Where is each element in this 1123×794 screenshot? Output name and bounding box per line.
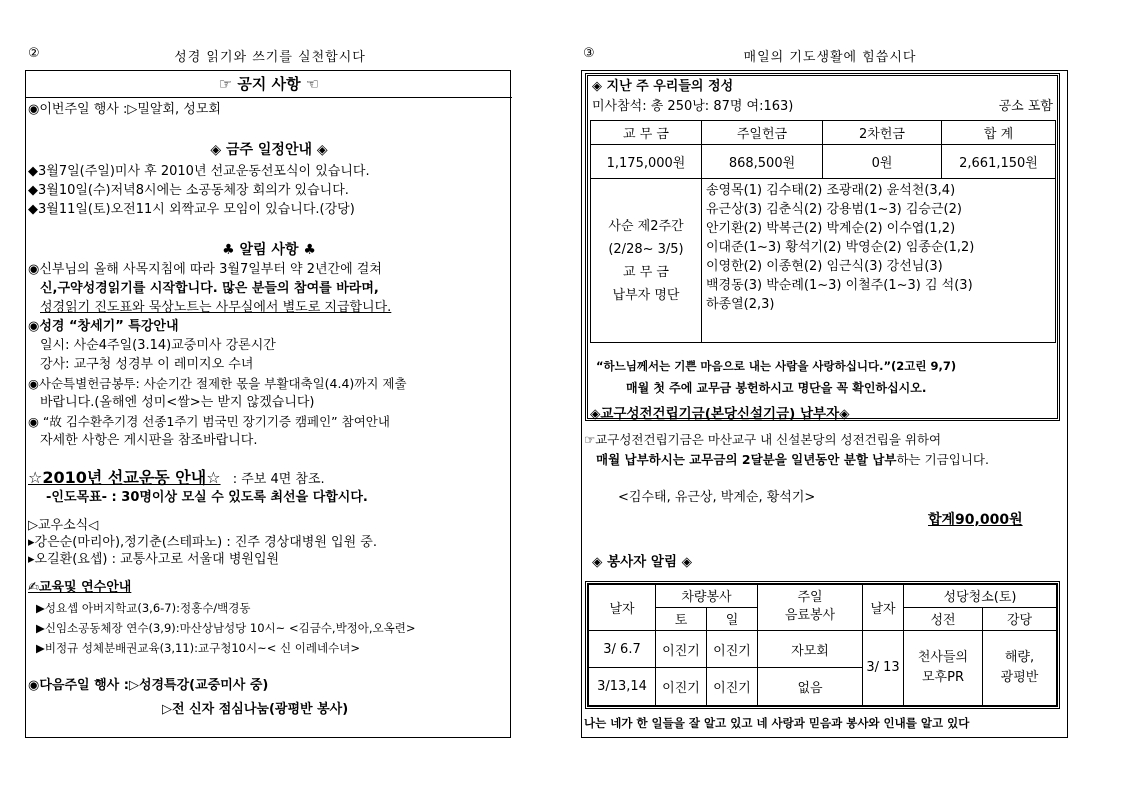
- offering-value: 1,175,000원: [591, 145, 702, 179]
- announce-line: 바랍니다.(올해엔 성미<쌀>는 받지 않겠습니다): [40, 395, 315, 410]
- offering-value: 868,500원: [702, 145, 823, 179]
- volunteer-box: [585, 581, 1060, 709]
- schedule-item: ◆3월10일(수)저녁8시에는 소공동체장 회의가 있습니다.: [28, 183, 349, 198]
- vol-header-hall: 강당: [983, 607, 1057, 630]
- announce-line: ◉사순특별헌금봉투: 사순기간 절제한 몫을 부활대축일(4.4)까지 제출: [28, 376, 407, 391]
- vol-cell: 없음: [758, 668, 863, 706]
- vol-header-car: 차량봉사: [656, 585, 758, 608]
- vol-header-drink: 주일 음료봉사: [758, 585, 863, 631]
- offering-header: 주일헌금: [702, 121, 823, 145]
- offering-value: 0원: [823, 145, 942, 179]
- quote: “하느님께서는 기쁜 마음으로 내는 사람을 사랑하십니다.”(2고린 9,7): [596, 359, 957, 373]
- announce-title: ♣ 알림 사항 ♣: [222, 242, 316, 258]
- donor-label-line: (2/28~ 3/5): [608, 241, 684, 257]
- offering-value: 2,661,150원: [942, 145, 1056, 179]
- building-fund-total: 합계90,000원: [928, 512, 1023, 528]
- announce-line: 일시: 사순4주일(3.14)교중미사 강론시간: [40, 338, 276, 353]
- offering-header: 합 계: [942, 121, 1056, 145]
- vol-cell: 자모회: [758, 630, 863, 668]
- vol-clean-hall: 해량, 광평반: [983, 630, 1057, 705]
- left-panel: [25, 70, 511, 738]
- vol-cell: 3/ 6.7: [589, 630, 656, 668]
- page-number-left: ②: [28, 46, 40, 61]
- next-week-events-2: ▷전 신자 점심나눔(광평반 봉사): [162, 702, 349, 717]
- vol-clean-date: 3/ 13: [863, 630, 904, 705]
- vol-cell: 이진기: [707, 668, 758, 706]
- donor-line: 이대준(1~3) 황석기(2) 박영순(2) 임종순(1,2): [706, 240, 975, 255]
- vol-header-sanctuary: 성전: [904, 607, 983, 630]
- offering-header: 교 무 금: [591, 121, 702, 145]
- offering-header: 2차헌금: [823, 121, 942, 145]
- building-fund-names: <김수태, 유근상, 박계순, 황석기>: [618, 490, 816, 505]
- offering-title: ◈ 지난 주 우리들의 정성: [592, 79, 734, 94]
- news-item: ▸강은순(마리아),정기춘(스테파노) : 진주 경상대병원 입원 중.: [28, 535, 377, 550]
- vol-cell: 이진기: [656, 630, 707, 668]
- announce-line: 신,구약성경읽기를 시작합니다. 많은 분들의 참여를 바라며,: [40, 281, 379, 296]
- donor-line: 송영목(1) 김수태(2) 조광래(2) 윤석천(3,4): [706, 183, 956, 198]
- donor-label: [591, 179, 702, 343]
- donor-list: [702, 179, 1056, 343]
- volunteer-table: [588, 584, 1057, 706]
- next-week-events: ◉다음주일 행사 :▷성경특강(교중미사 중): [28, 678, 269, 693]
- donor-line: 안기환(2) 박복근(2) 박계순(2) 이수엽(1,2): [706, 221, 956, 236]
- mission-title: ☆2010년 선교운동 안내☆: [28, 468, 221, 487]
- vol-cell: 이진기: [707, 630, 758, 668]
- announce-line: ◉성경 “창세기” 특강안내: [28, 319, 179, 334]
- announce-line: ◉신부님의 올해 사목지침에 따라 3월7일부터 약 2년간에 걸쳐: [28, 262, 382, 277]
- building-fund-desc-bold: 매월 납부하시는 교무금의 2달분을 일년동안 분할 납부: [596, 452, 897, 467]
- announce-line: 성경읽기 진도표와 묵상노트는 사무실에서 별도로 지급합니다.: [40, 300, 392, 315]
- footer-verse: 나는 네가 한 일들을 잘 알고 있고 네 사랑과 믿음과 봉사와 인내를 알고 있다: [584, 716, 970, 730]
- edu-item: ▶신임소공동체장 연수(3,9):마산상남성당 10시~ <김금수,박정아,오옥련>: [36, 621, 416, 635]
- building-fund-title: ◈교구성전건립기금(본당신설기금) 납부자◈: [590, 406, 850, 422]
- vol-header-date2: 날자: [863, 585, 904, 631]
- schedule-item: ◆3월7일(주일)미사 후 2010년 선교운동선포식이 있습니다.: [28, 164, 370, 179]
- attendance-note: 공소 포함: [998, 99, 1053, 114]
- building-fund-desc-tail: 하는 기금입니다.: [896, 452, 989, 467]
- schedule-title: ◈ 금주 일정안내 ◈: [210, 142, 328, 158]
- this-week-events: ◉이번주일 행사 :▷밀알회, 성모회: [28, 102, 221, 117]
- announce-line: 자세한 사항은 게시판을 참조바랍니다.: [40, 433, 258, 448]
- donor-label-line: 사순 제2주간: [608, 218, 684, 234]
- offering-table: [590, 120, 1056, 343]
- quote-reminder: 매월 첫 주에 교무금 봉헌하시고 명단을 꼭 확인하십시오.: [626, 381, 927, 395]
- schedule-item: ◆3월11일(토)오전11시 외짝교우 모임이 있습니다.(강당): [28, 202, 355, 217]
- vol-header-sun: 일: [707, 607, 758, 630]
- edu-item: ▶성요셉 아버지학교(3,6-7):정홍수/백경동: [36, 601, 251, 615]
- page-number-right: ③: [583, 46, 595, 61]
- donor-line: 유근상(3) 김춘식(2) 강용범(1~3) 김승근(2): [706, 202, 962, 217]
- building-fund-desc: ☞교구성전건립기금은 마산교구 내 신설본당의 성전건립을 위하여: [584, 432, 942, 447]
- vol-header-date: 날자: [589, 585, 656, 631]
- donor-line: 하종열(2,3): [706, 297, 775, 312]
- vol-clean-sanctuary: 천사들의 모후PR: [904, 630, 983, 705]
- vol-cell: 3/13,14: [589, 668, 656, 706]
- mission-goal: -인도목표- : 30명이상 모실 수 있도록 최선을 다합시다.: [46, 490, 368, 505]
- news-title: ▷교우소식◁: [28, 518, 99, 533]
- announce-line: ◉ “故 김수환추기경 선종1주기 범국민 장기기증 캠페인” 참여안내: [28, 414, 390, 429]
- notice-title: ☞ 공지 사항 ☜: [218, 75, 320, 93]
- right-panel: [581, 70, 1068, 738]
- donor-label-line: 교 무 금: [623, 264, 669, 280]
- header-left: 성경 읽기와 쓰기를 실천합시다: [174, 50, 366, 65]
- volunteer-title: ◈ 봉사자 알림 ◈: [592, 554, 693, 570]
- announce-line: 강사: 교구청 성경부 이 레미지오 수녀: [40, 357, 254, 372]
- vol-header-sat: 토: [656, 607, 707, 630]
- edu-item: ▶비정규 성체분배권교육(3,11):교구청10시~< 신 이레네수녀>: [36, 641, 360, 655]
- vol-cell: 이진기: [656, 668, 707, 706]
- header-right: 매일의 기도생활에 힘씁시다: [743, 50, 917, 65]
- vol-header-clean: 성당청소(토): [904, 585, 1057, 608]
- edu-title: ✍교육및 연수안내: [28, 580, 132, 595]
- donor-label-line: 납부자 명단: [612, 287, 680, 303]
- donor-line: 이영한(2) 이종현(2) 임근식(3) 강선님(3): [706, 259, 943, 274]
- attendance: 미사참석: 총 250낭: 87명 여:163): [592, 99, 794, 114]
- mission-note: : 주보 4면 참조.: [232, 472, 325, 487]
- donor-line: 백경동(3) 박순례(1~3) 이철주(1~3) 김 석(3): [706, 278, 973, 293]
- news-item: ▸오길환(요셉) : 교통사고로 서울대 병원입원: [28, 552, 280, 567]
